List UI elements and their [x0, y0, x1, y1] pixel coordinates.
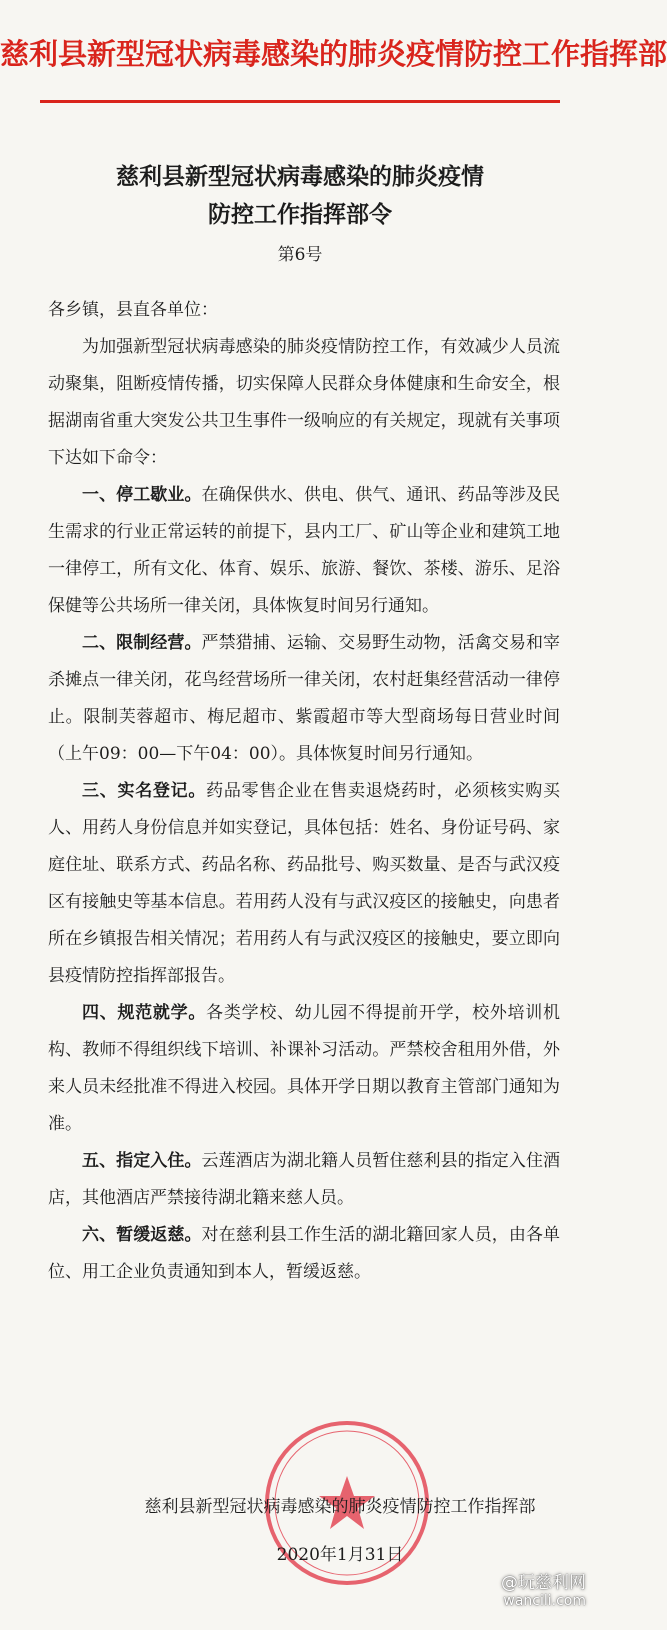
order-item-text: 云莲酒店为湖北籍人员暂住慈利县的指定入住酒店，其他酒店严禁接待湖北籍来慈人员。	[48, 1151, 561, 1208]
document-title-line1: 慈利县新型冠状病毒感染的肺炎疫情	[116, 163, 484, 190]
order-item-heading: 三、实名登记。	[82, 781, 207, 801]
order-item-text: 药品零售企业在售卖退烧药时，必须核实购买人、用药人身份信息并如实登记，具体包括：姓名、身份证号码、家庭住址、联系方式、药品名称、药品批号、购买数量、是否与武汉疫区有接触史等基本信息。若用药人没有与武汉疫区的接触史，向患者所在乡镇报告相关情况；若用药人有与武汉疫区的接触史，要立即向县疫情防控指挥部报告。	[48, 781, 561, 986]
document-body	[48, 292, 560, 1291]
order-item-heading: 四、规范就学。	[82, 1003, 207, 1023]
site-watermark	[501, 1568, 586, 1609]
order-item-1	[48, 477, 560, 625]
signature-date: 2020年1月31日	[276, 1545, 404, 1565]
order-item-text: 对在慈利县工作生活的湖北籍回家人员，由各单位、用工企业负责通知到本人，暂缓返慈。	[48, 1225, 561, 1282]
signature-org: 慈利县新型冠状病毒感染的肺炎疫情防控工作指挥部	[144, 1497, 536, 1517]
letterhead	[0, 14, 667, 100]
order-item-heading: 五、指定入住。	[82, 1151, 202, 1171]
document-title-line2: 防控工作指挥部令	[208, 201, 392, 228]
order-item-3	[48, 773, 560, 995]
order-item-text: 各类学校、幼儿园不得提前开学，校外培训机构、教师不得组织线下培训、补课补习活动。严禁校舍租用外借，外来人员未经批准不得进入校园。具体开学日期以教育主管部门通知为准。	[48, 1003, 561, 1134]
order-item-text: 在确保供水、供电、供气、通讯、药品等涉及民生需求的行业正常运转的前提下，县内工厂、矿山等企业和建筑工地一律停工，所有文化、体育、娱乐、旅游、餐饮、茶楼、游乐、足浴保健等公共场所一律关闭，具体恢复时间另行通知。	[48, 485, 561, 616]
intro-paragraph: 为加强新型冠状病毒感染的肺炎疫情防控工作，有效减少人员流动聚集，阻断疫情传播，切实保障人民群众身体健康和生命安全，根据湖南省重大突发公共卫生事件一级响应的有关规定，现就有关事项下达如下命令：	[48, 337, 560, 468]
watermark-line2: wancili.com	[503, 1593, 586, 1609]
order-item-text: 严禁猎捕、运输、交易野生动物，活禽交易和宰杀摊点一律关闭，花鸟经营场所一律关闭，农村赶集经营活动一律停止。限制芙蓉超市、梅尼超市、紫霞超市等大型商场每日营业时间（上午09：00—下午04：00）。具体恢复时间另行通知。	[48, 633, 561, 764]
letterhead-rule	[40, 100, 560, 103]
order-item-5	[48, 1143, 560, 1217]
order-item-6	[48, 1217, 560, 1291]
document-title	[0, 158, 600, 234]
order-item-heading: 六、暂缓返慈。	[82, 1225, 202, 1245]
watermark-line1: @玩慈利网	[501, 1573, 586, 1593]
order-item-heading: 一、停工歇业。	[82, 485, 202, 505]
order-item-heading: 二、限制经营。	[82, 633, 202, 653]
letterhead-title: 慈利县新型冠状病毒感染的肺炎疫情防控工作指挥部	[0, 37, 667, 71]
order-item-4	[48, 995, 560, 1143]
salutation: 各乡镇，县直各单位：	[48, 300, 218, 320]
document-number: 第6号	[277, 245, 323, 265]
order-item-2	[48, 625, 560, 773]
